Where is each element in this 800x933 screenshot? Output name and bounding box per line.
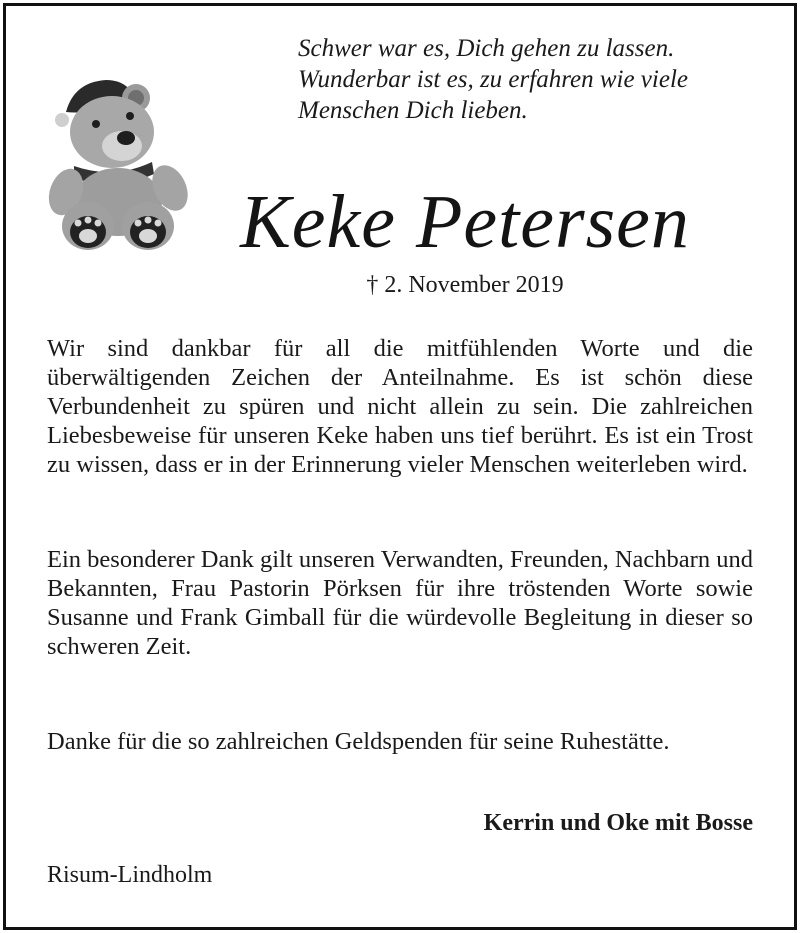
deceased-name: Keke Petersen bbox=[240, 180, 690, 264]
motto-verse bbox=[298, 33, 778, 126]
motto-line: Menschen Dich lieben. bbox=[298, 97, 528, 124]
signature: Kerrin und Oke mit Bosse bbox=[483, 810, 753, 836]
paragraph-thanks: Wir sind dankbar für all die mitfühlenden Worte und die überwältigenden Zeichen der Anteilnahme. Es ist schön diese Verbundenheit zu spüren und nicht allein zu sein. Die zahlreichen Liebesbeweise für unseren Keke haben uns tief berührt. Es ist ein Trost zu wissen, dass er in der Erinnerung vieler Menschen weiterleben wird. bbox=[47, 335, 753, 478]
paragraph-donations: Danke für die so zahlreichen Geldspenden für seine Ruhestätte. bbox=[47, 728, 670, 755]
motto-line: Schwer war es, Dich gehen zu lassen. bbox=[298, 35, 675, 62]
teddy-bear-icon bbox=[44, 74, 190, 254]
death-date: † 2. November 2019 bbox=[366, 272, 564, 298]
place-name: Risum-Lindholm bbox=[47, 862, 213, 888]
motto-line: Wunderbar ist es, zu erfahren wie viele bbox=[298, 66, 688, 93]
paragraph-special-thanks: Ein besonderer Dank gilt unseren Verwandten, Freunden, Nachbarn und Bekannten, Frau Pastorin Pörksen für ihre tröstenden Worte sowie Susanne und Frank Gimball für die würdevolle Begleitung in dieser so schweren Zeit. bbox=[47, 546, 753, 660]
